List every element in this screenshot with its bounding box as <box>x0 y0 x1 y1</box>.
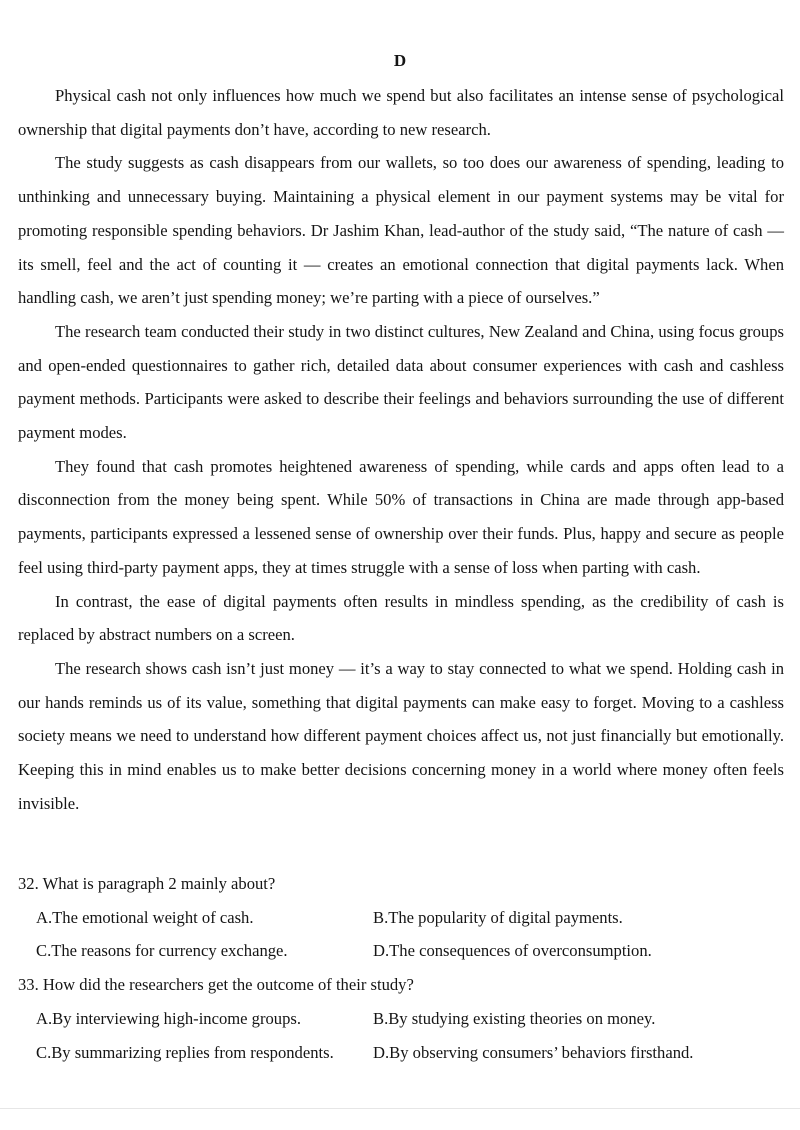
option-d: D.The consequences of overconsumption. <box>373 941 652 961</box>
option-b: B.The popularity of digital payments. <box>373 907 623 927</box>
section-title: D <box>393 51 407 70</box>
question-stem: 33. How did the researchers get the outcome of their study? <box>18 975 414 995</box>
passage-paragraph-2: The study suggests as cash disappears from our wallets, so too does our awareness of spending, leading to unthinking and unnecessary buying. Maintaining a physical element in our payment systems may be vital for promoting responsible spending behaviors. Dr Jashim Khan, lead-author of the study said, “The nature of cash — its smell, feel and the act of counting it — creates an emotional connection that digital payments lack. When handling cash, we aren’t just spending money; we’re parting with a piece of ourselves.” <box>18 153 784 308</box>
passage-paragraph-6: The research shows cash isn’t just money — it’s a way to stay connected to what we spend. Holding cash in our hands reminds us of its value, something that digital payments can make easy to forget. Moving to a cashless society means we need to understand how different payment choices affect us, not just financially but emotionally. Keeping this in mind enables us to make better decisions concerning money in a world where money often feels invisible. <box>18 658 784 813</box>
question-32 <box>18 867 784 968</box>
answer-options <box>18 1002 784 1069</box>
question-list <box>18 867 784 1069</box>
passage-paragraph-3: The research team conducted their study in two distinct cultures, New Zealand and China, using focus groups and open-ended questionnaires to gather rich, detailed data about consumer experiences with cash and cashless payment methods. Participants were asked to describe their feelings and behaviors surrounding the use of different payment modes. <box>18 321 784 443</box>
passage-paragraph-5: In contrast, the ease of digital payments often results in mindless spending, as the credibility of cash is replaced by abstract numbers on a screen. <box>18 591 784 645</box>
option-b: B.By studying existing theories on money. <box>373 1008 656 1028</box>
question-33 <box>18 968 784 1069</box>
answer-options <box>18 901 784 968</box>
option-d: D.By observing consumers’ behaviors firsthand. <box>373 1042 694 1062</box>
question-stem: 32. What is paragraph 2 mainly about? <box>18 874 276 893</box>
reading-passage <box>18 79 784 820</box>
option-a: A.The emotional weight of cash. <box>36 907 254 927</box>
option-a: A.By interviewing high-income groups. <box>36 1008 301 1028</box>
passage-paragraph-4: They found that cash promotes heightened awareness of spending, while cards and apps often lead to a disconnection from the money being spent. While 50% of transactions in China are made through app-based payments, participants expressed a lessened sense of ownership over their funds. Plus, happy and secure as people feel using third-party payment apps, they at times struggle with a sense of loss when parting with cash. <box>18 456 784 577</box>
option-c: C.The reasons for currency exchange. <box>36 941 288 961</box>
page-bottom-divider <box>0 1108 800 1109</box>
passage-paragraph-1: Physical cash not only influences how much we spend but also facilitates an intense sense of psychological ownership that digital payments don’t have, according to new research. <box>18 86 784 139</box>
option-c: C.By summarizing replies from respondents. <box>36 1042 334 1062</box>
